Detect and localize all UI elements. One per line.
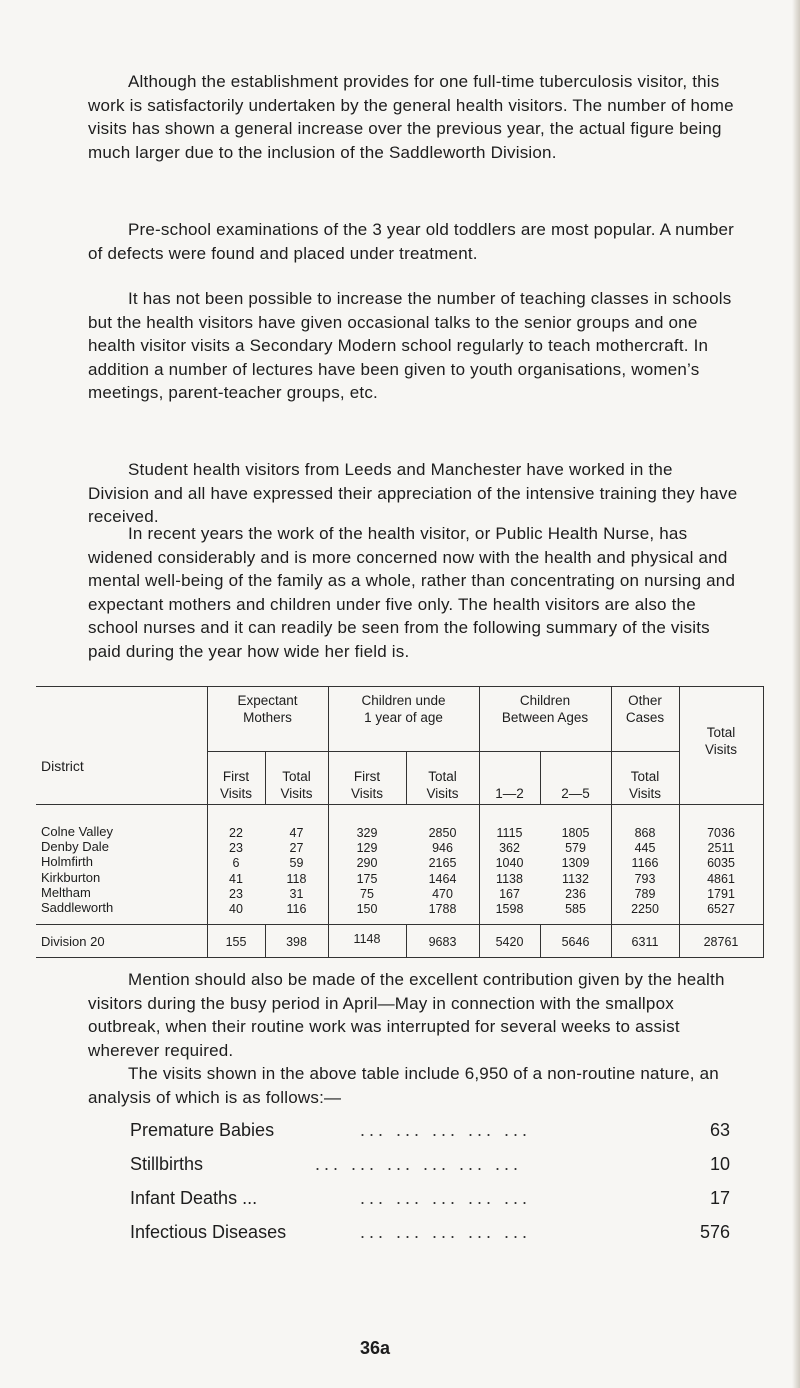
list-item-value: 17 (709, 1188, 730, 1208)
table-cell: 2165 (428, 856, 457, 871)
table-cell: 585 (565, 902, 586, 917)
total-cell: 9683 (428, 935, 457, 949)
table-cell: 2250 (631, 902, 659, 917)
header-line: Children unde (361, 693, 446, 708)
table-cell: 116 (286, 902, 307, 917)
other-cases-header (611, 692, 679, 726)
paragraph-non-routine (88, 1062, 738, 1109)
total-visits-header (679, 724, 763, 758)
total-cell: 6311 (631, 935, 659, 949)
header-line: Other (628, 693, 662, 708)
list-item (130, 1147, 730, 1181)
table-cell: 445 (634, 841, 656, 856)
list-item-value: 10 (709, 1154, 730, 1174)
district-header: District (41, 758, 84, 774)
table-cell: 1115 (496, 826, 523, 840)
table-cell: 6527 (707, 902, 735, 917)
table-cell: 75 (360, 886, 374, 901)
paragraph-preschool (88, 218, 738, 265)
table-cell: 1166 (631, 856, 659, 871)
table-cell: 150 (356, 902, 378, 917)
table-cell: 1138 (496, 871, 523, 886)
header-line: Total (282, 769, 311, 784)
table-cell: 167 (499, 886, 520, 901)
header-line: Visits (280, 786, 313, 801)
total-cell: 1148 (353, 932, 381, 946)
table-cell: 362 (499, 841, 520, 856)
district-name: Colne Valley (41, 824, 114, 839)
table-cell: 329 (356, 826, 378, 840)
page-number: 36a (360, 1338, 391, 1358)
table-cell: 40 (229, 902, 243, 917)
paragraph-text: Mention should also be made of the excellent contribution given by the health visitors during the busy period in April—May in connection with the smallpox outbreak, when their routine work was interrupted for several weeks to assist wherever required. (88, 970, 725, 1060)
table-cell: 175 (356, 871, 378, 886)
table-cell: 27 (289, 841, 304, 856)
table-cell: 129 (356, 841, 378, 856)
total-cell: 28761 (703, 935, 739, 949)
total-visits-expectant-header (265, 768, 328, 802)
totals-label: Division 20 (41, 934, 105, 949)
paragraph-students (88, 458, 738, 529)
paragraph-tuberculosis (88, 70, 738, 164)
leader-dots: ... ... ... ... ... (360, 1188, 532, 1208)
list-item-label: Stillbirths (130, 1154, 204, 1174)
col-first-visits-expectant (207, 826, 265, 917)
header-line: Cases (625, 710, 665, 725)
district-name: Saddleworth (41, 900, 114, 916)
header-line: Visits (628, 786, 661, 801)
page-edge-shadow (792, 0, 800, 1388)
table-cell: 118 (286, 871, 307, 886)
header-line: 1 year of age (364, 710, 443, 725)
list-item (130, 1215, 730, 1249)
col-other-total (611, 826, 679, 917)
paragraph-teaching (88, 287, 738, 405)
header-line: Visits (704, 742, 737, 757)
table-cell: 6035 (707, 856, 735, 871)
table-cell: 1805 (561, 826, 590, 840)
table-cell: 1132 (562, 871, 589, 886)
table-cell: 23 (229, 886, 243, 901)
district-name: Meltham (41, 884, 91, 900)
leader-dots: ... ... ... ... ... (360, 1120, 532, 1140)
list-item-value: 576 (699, 1222, 730, 1242)
header-line: First (353, 769, 381, 784)
paragraph-text: It has not been possible to increase the number of teaching classes in schools but the health visitors have given occasional talks to the senior groups and one health visitor visits a Secondary Modern school regularly to teach mothercraft. In addition a number of lectures have been given to youth organisations, women’s meetings, parent-teacher groups, etc. (88, 289, 732, 402)
header-line: Visits (219, 786, 252, 801)
first-visits-children-header (328, 768, 406, 802)
table-cell: 290 (356, 856, 378, 871)
other-total-visits-header (611, 768, 679, 802)
paragraph-text: Student health visitors from Leeds and Manchester have worked in the Division and all have expressed their appreciation of the intensive training they have received. (88, 460, 738, 526)
paragraph-text: In recent years the work of the health visitor, or Public Health Nurse, has widened considerably and is more concerned now with the health and physical and mental well-being of the family as a whole, rather than concentrating on nursing and expectant mothers and children under five only. The health visitors are also the school nurses and it can readily be seen from the following summary of the visits paid during the year how wide her field is. (88, 524, 736, 661)
table-cell: 7036 (707, 826, 735, 840)
table-cell: 59 (289, 856, 304, 871)
table-cell: 1309 (561, 856, 590, 871)
table-cell: 2850 (428, 826, 457, 840)
age-2-5-header: 2—5 (561, 786, 590, 801)
table-cell: 1791 (707, 886, 735, 901)
col-first-visits-children (328, 826, 406, 917)
header-line: Children (519, 693, 571, 708)
district-name: Holmfirth (41, 854, 94, 870)
header-line: Visits (426, 786, 459, 801)
table-cell: 4861 (707, 871, 735, 886)
list-item (130, 1181, 730, 1215)
table-cell: 236 (565, 886, 586, 901)
header-line: Total (630, 769, 660, 784)
table-cell: 1464 (428, 871, 457, 886)
table-cell: 6 (232, 856, 240, 871)
list-item (130, 1113, 730, 1147)
header-line: Mothers (243, 710, 292, 725)
paragraph-recent-years (88, 522, 738, 663)
total-cell: 5646 (561, 935, 590, 949)
col-total-visits-expectant (265, 826, 328, 917)
col-total-visits-children (406, 826, 479, 917)
table-cell: 31 (289, 886, 304, 901)
col-ages-1-2 (479, 826, 540, 917)
table-cell: 2511 (707, 841, 735, 856)
table-cell: 22 (229, 826, 243, 840)
table-cell: 579 (565, 841, 586, 856)
total-cell: 5420 (495, 935, 524, 949)
table-cell: 470 (432, 886, 453, 901)
age-1-2-header: 1—2 (495, 786, 524, 801)
list-item-label: Premature Babies (130, 1120, 275, 1140)
non-routine-analysis-list (130, 1113, 730, 1249)
header-line: First (222, 769, 250, 784)
table-cell: 1040 (495, 856, 524, 871)
table-cell: 23 (229, 841, 243, 856)
total-visits-children-header (406, 768, 479, 802)
table-cell: 793 (634, 871, 656, 886)
list-item-value: 63 (709, 1120, 730, 1140)
leader-dots: ... ... ... ... ... ... (315, 1154, 523, 1174)
first-visits-expectant-header (207, 768, 265, 802)
col-ages-2-5 (540, 826, 611, 917)
total-cell: 398 (286, 935, 307, 949)
total-cell: 155 (225, 935, 247, 949)
header-line: Expectant (237, 693, 298, 708)
paragraph-text: The visits shown in the above table include 6,950 of a non-routine nature, an analysis of which is as follows:— (88, 1064, 719, 1107)
visits-summary-table (36, 686, 764, 958)
table-cell: 47 (289, 826, 304, 840)
table-cell: 868 (634, 826, 656, 840)
paragraph-text: Although the establishment provides for one full-time tuberculosis visitor, this work is satisfactorily undertaken by the general health visitors. The number of home visits has shown a general increase over the previous year, the actual figure being much larger due to the inclusion of the Saddleworth Division. (88, 72, 734, 162)
district-name: Kirkburton (41, 869, 101, 885)
table-cell: 1598 (495, 902, 524, 917)
table-cell: 946 (432, 841, 453, 856)
district-names (41, 824, 113, 915)
district-name: Denby Dale (41, 839, 109, 855)
children-between-ages-header (479, 692, 611, 726)
header-line: Total (428, 769, 457, 784)
children-under-one-header (328, 692, 479, 726)
col-total-visits (679, 826, 763, 917)
table-cell: 789 (634, 886, 656, 901)
table-cell: 1788 (428, 902, 457, 917)
paragraph-text: Pre-school examinations of the 3 year old toddlers are most popular. A number of defects were found and placed under treatment. (88, 220, 735, 263)
header-line: Total (706, 725, 736, 740)
list-item-label: Infant Deaths ... (130, 1188, 258, 1208)
header-line: Visits (350, 786, 383, 801)
leader-dots: ... ... ... ... ... (360, 1222, 532, 1242)
list-item-label: Infectious Diseases (130, 1222, 287, 1242)
table-cell: 41 (229, 871, 243, 886)
header-line: Between Ages (501, 710, 589, 725)
expectant-mothers-header (207, 692, 328, 726)
paragraph-smallpox (88, 968, 738, 1062)
